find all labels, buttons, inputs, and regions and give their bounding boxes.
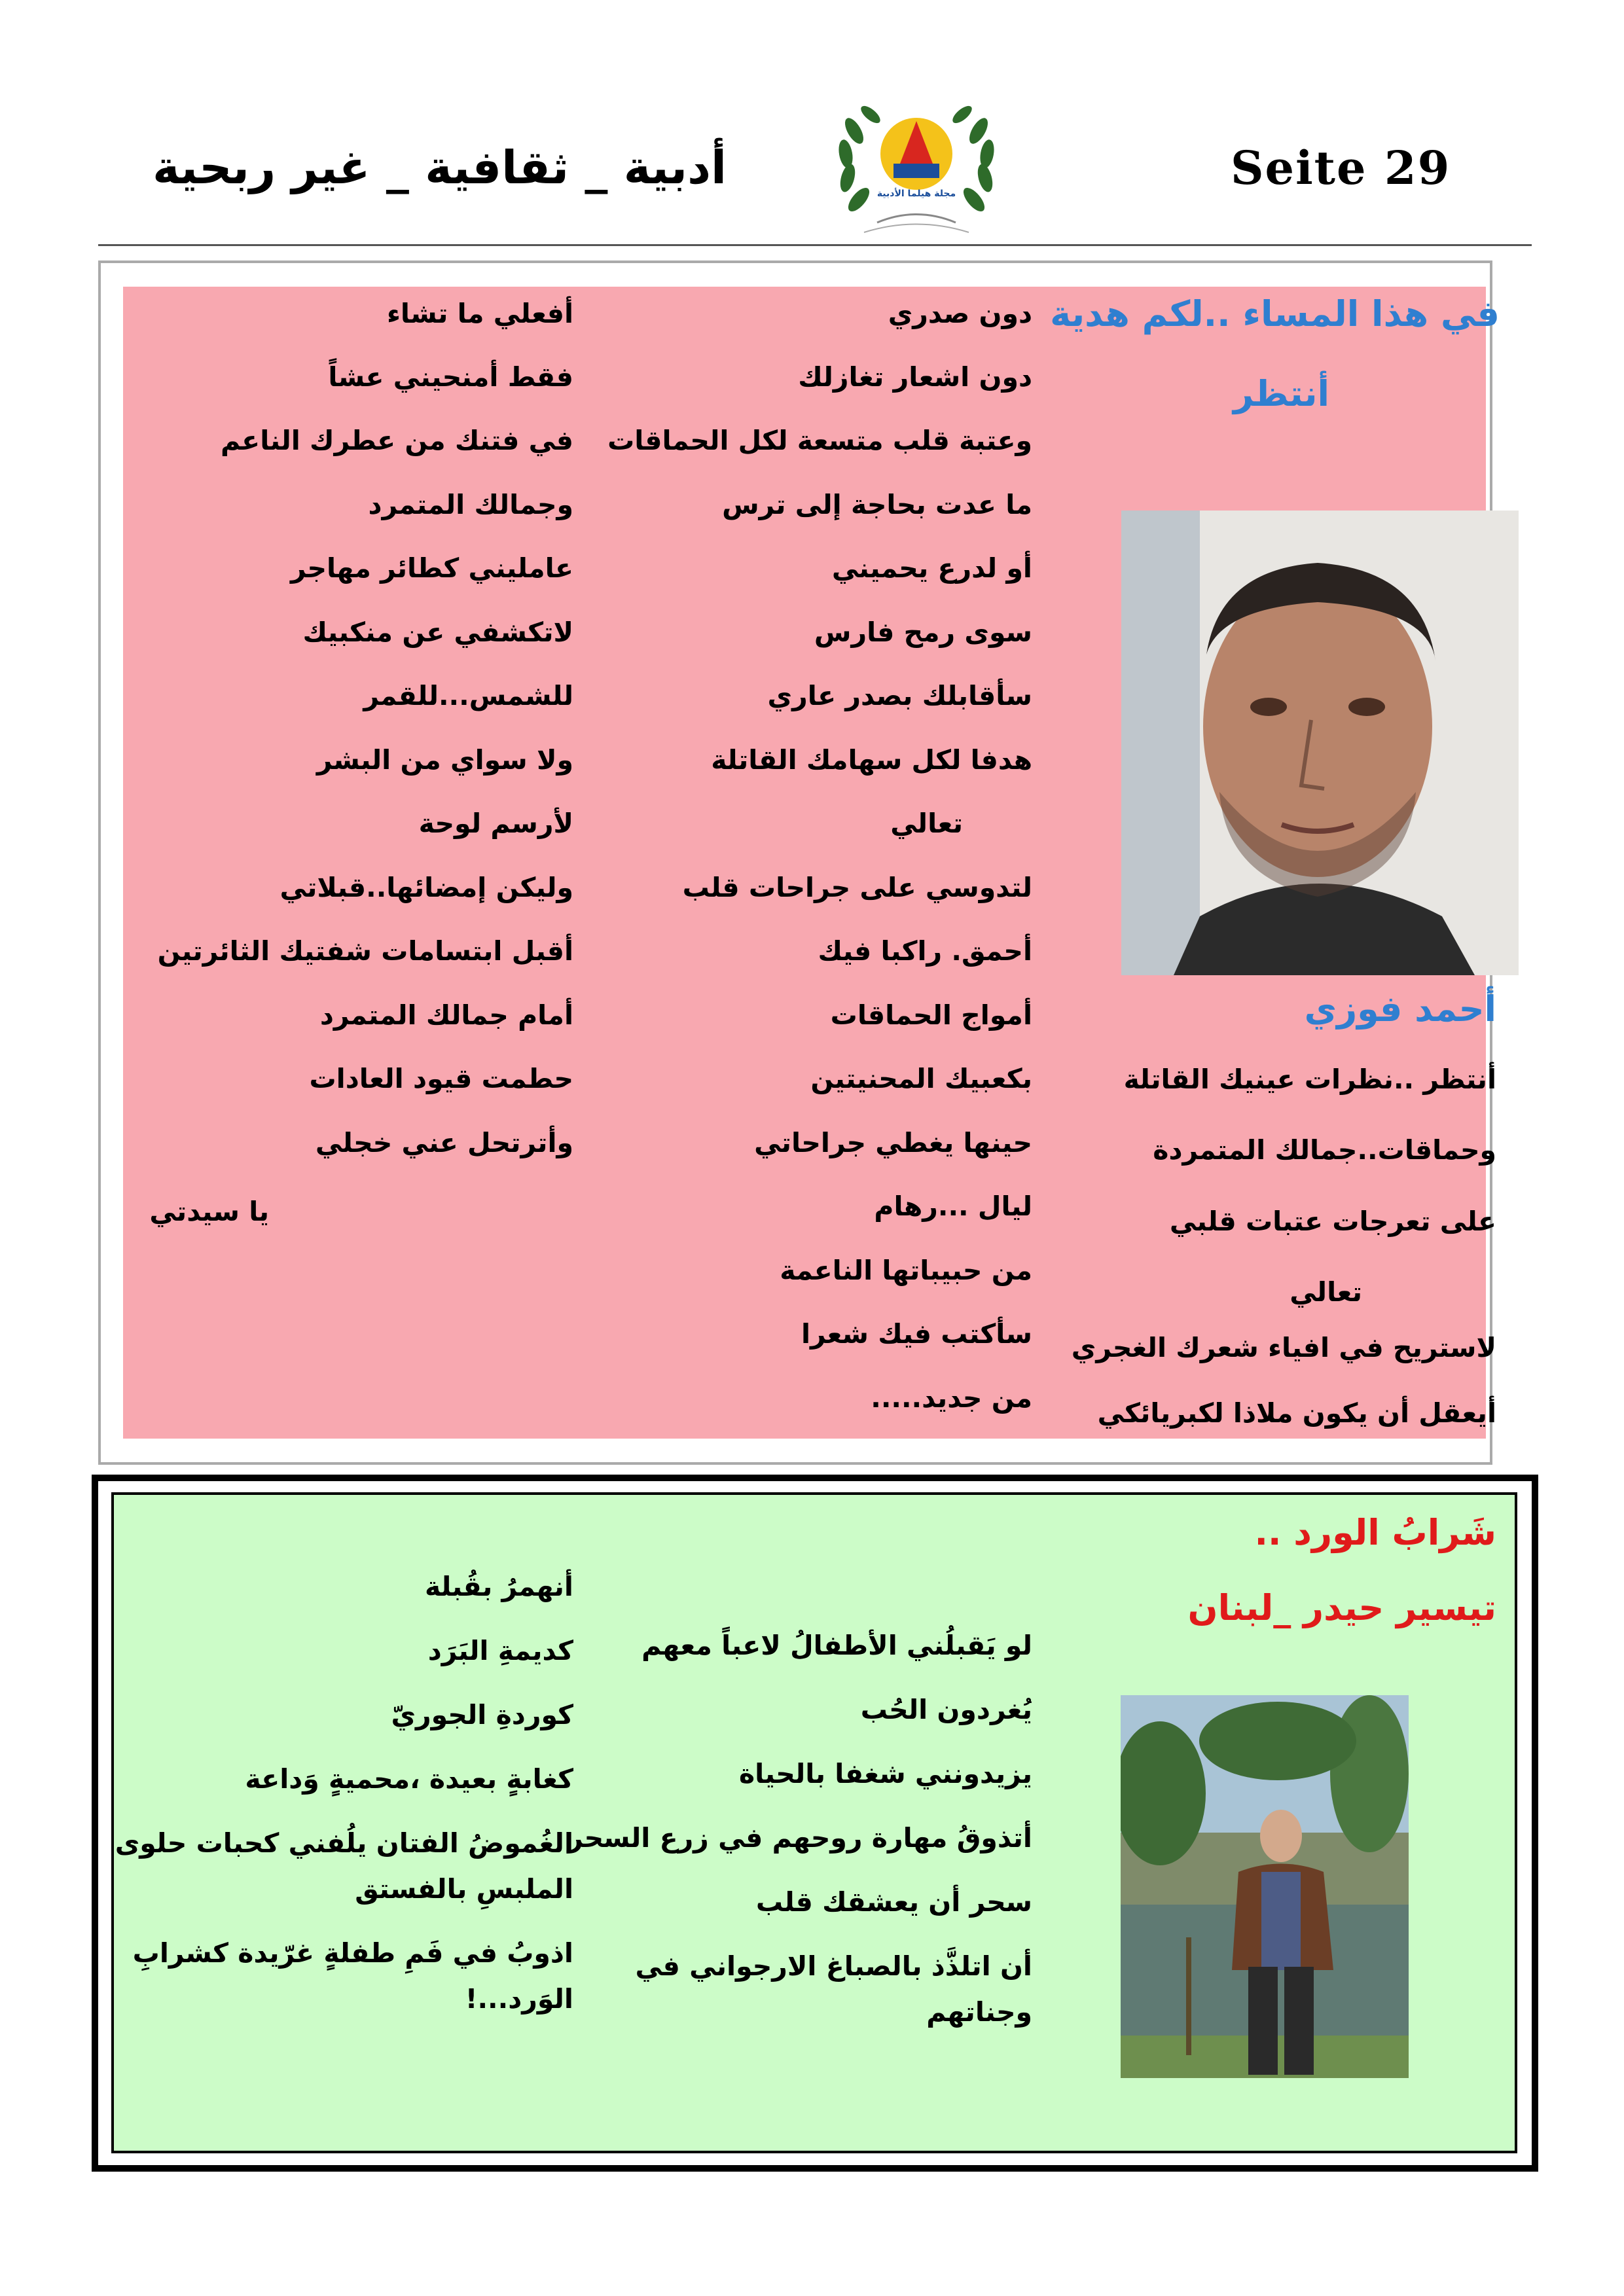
poem1-middle-line: وعتبة قلب متسعة لكل الحماقات [607, 425, 1032, 456]
poem2-middle-line: يزيدونني شغفا بالحياة [738, 1758, 1032, 1789]
poem1-left-line: أقبل ابتسامات شفتيك الثائرتين [157, 935, 573, 967]
poem1-middle-line: من جديد..... [871, 1382, 1032, 1414]
poem1-left-line: لاتكشفي عن منكبيك [302, 617, 573, 648]
header-divider [98, 244, 1532, 246]
poem2-left-line: الغُموضُ الفتان يلُفني كحبات حلوى [115, 1827, 573, 1859]
poem1-left-line: وليكن إمضائها..قبلاتي [280, 872, 573, 903]
poem1-middle-line: أمواج الحماقات [830, 999, 1032, 1031]
author-photo-taysir-haidar [1121, 1695, 1409, 2078]
poem2-left-line: الملبسِ بالفستق [355, 1873, 573, 1905]
poem2-left-line: الوَرد...! [465, 1983, 573, 2015]
poem2-middle-line: سحر أن يعشقك قلب [755, 1886, 1032, 1918]
poem1-middle-line: أحمق. راكبا فيك [818, 935, 1032, 967]
poem1-middle-line: حينها يغطي جراحاتي [754, 1127, 1032, 1158]
poem1-left-line: أفعلي ما تشاء [386, 298, 573, 329]
poem2-middle-line: يُغردون الحُب [860, 1694, 1032, 1725]
poem2-left-line: كغابةٍ بعيدة ،محميةٍ وَداعة [245, 1763, 573, 1795]
poem1-left-line: فقط أمنحيني عشاً [328, 361, 573, 393]
poem1-middle-line: سوى رمح فارس [814, 617, 1032, 648]
poem1-heading: في هذا المساء ..لكم هدية [1050, 293, 1500, 334]
poem2-middle-line: وجناتهم [926, 1996, 1032, 2028]
poem1-middle-line: ليال ...رهام [874, 1191, 1032, 1222]
poem2-middle-line: أتذوقُ مهارة روحهم في زرع السحر [568, 1822, 1032, 1854]
magazine-tagline: أدبية _ ثقافية _ غير ربحية [153, 141, 727, 194]
poem1-right-line: أنتظر ..نظرات عينيك القاتلة [1123, 1064, 1496, 1095]
poem2-author: تيسير حيدر _لبنان [1187, 1587, 1496, 1628]
poem1-right-line: وحماقات..جمالك المتمردة [1153, 1134, 1496, 1166]
poem1-middle-line: لتدوسي على جراحات قلب [682, 872, 1032, 903]
poem2-title: شَرابُ الورد .. [1254, 1512, 1496, 1553]
poem2-left-line: كديمةِ البَرَد [427, 1635, 573, 1666]
poem2-middle-line: لو يَقبلُني الأطفالُ لاعباً معهم [641, 1630, 1032, 1661]
poem1-middle-line: سأقابلك بصدر عاري [767, 680, 1032, 711]
poem1-right-line: على تعرجات عتبات قلبي [1169, 1206, 1496, 1237]
poem1-right-line: لاستريح في افياء شعرك الغجري [1071, 1332, 1496, 1363]
poem1-left-line: لأرسم لوحة [418, 808, 573, 839]
page-number: Seite 29 [1231, 141, 1451, 195]
poem1-middle-line: ما عدت بحاجة إلى ترس [722, 489, 1032, 520]
poem1-right-line: أيعقل أن يكون ملاذا لكبريائكي [1097, 1397, 1496, 1429]
poem1-middle-line: هدفا لكل سهامك القاتلة [711, 744, 1032, 776]
poem1-left-line: وجمالك المتمرد [368, 489, 573, 520]
poem1-left-line: أمام جمالك المتمرد [319, 999, 573, 1031]
poem1-left-line: للشمس...للقمر [363, 680, 573, 711]
poem2-left-line: أنهمرُ بقُبلة [424, 1571, 573, 1602]
poem1-author: أحمد فوزي [1304, 988, 1496, 1030]
magazine-logo-emblem [818, 92, 1015, 242]
poem2-middle-line: أن اتلذَّذ بالصباغ الارجواني في [635, 1950, 1032, 1982]
poem1-middle-line: دون اشعار تغازلك [798, 361, 1032, 393]
poem1-middle-line: سأكتب فيك شعرا [801, 1318, 1032, 1350]
poem1-left-line: يا سيدتي [149, 1196, 269, 1227]
logo-caption: مجلة هيلما الأدبية [876, 188, 956, 199]
poem1-left-line: عامليني كطائر مهاجر [290, 552, 573, 584]
poem1-left-line: وأترتحل عني خجلي [315, 1127, 573, 1158]
poem1-title: أنتظر [1233, 373, 1329, 414]
poem1-left-line: حطمت قيود العادات [309, 1063, 573, 1094]
author-photo-ahmad-fawzi [1121, 511, 1519, 975]
poem1-right-line: تعالي [1290, 1276, 1362, 1308]
poem1-left-line: ولا سواي من البشر [316, 744, 573, 776]
poem2-left-line: كوردةِ الجوريّ [391, 1699, 573, 1731]
poem1-middle-line: من حبيباتها الناعمة [780, 1255, 1032, 1286]
poem1-middle-line: دون صدري [888, 298, 1032, 329]
poem2-left-line: اذوبُ في فَمِ طفلةٍ غرّيدة كشرابِ [132, 1937, 573, 1969]
poem1-left-line: في فتنك من عطرك الناعم [221, 425, 573, 456]
poem1-middle-line: أو لدرع يحميني [831, 552, 1032, 584]
poem1-middle-line: بكعبيك المحنيتين [810, 1063, 1032, 1094]
poem1-middle-line: تعالي [890, 808, 963, 839]
